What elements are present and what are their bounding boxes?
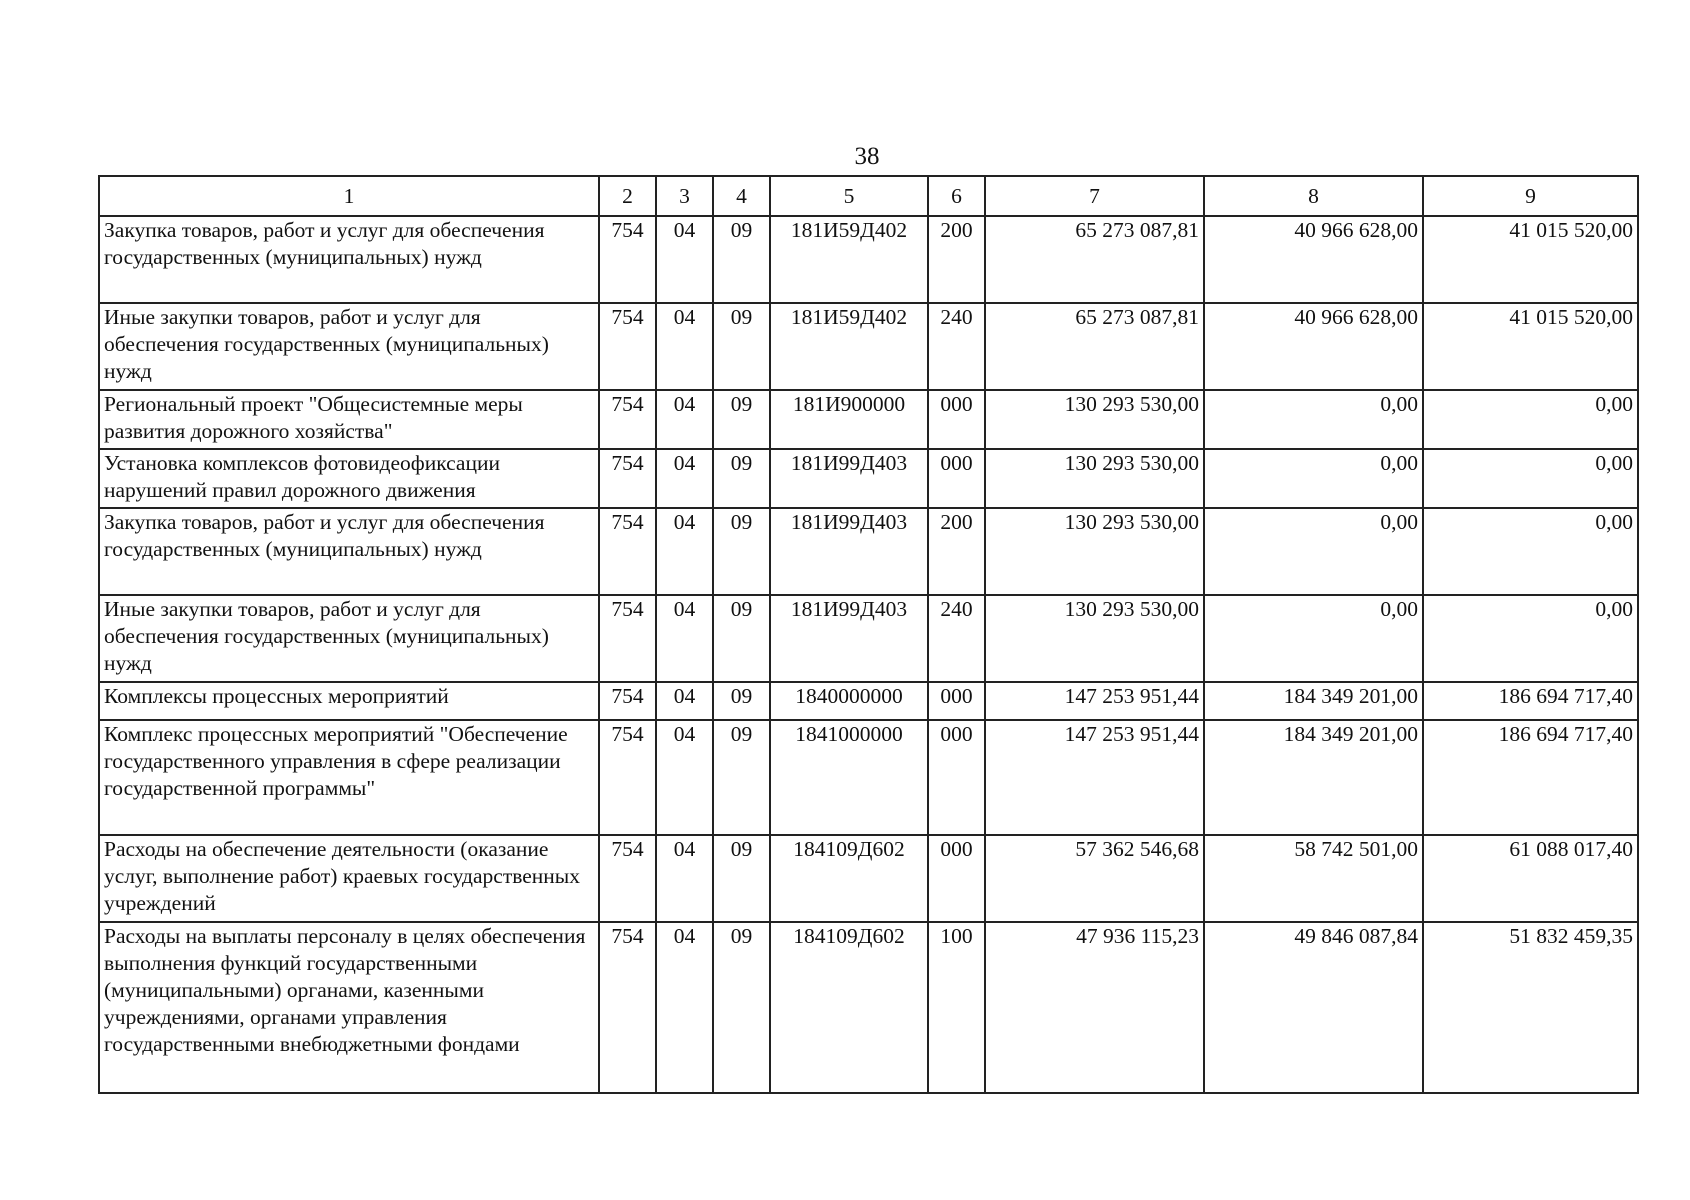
row-code-4: 09 [713, 216, 770, 303]
row-code-6: 000 [928, 720, 985, 835]
row-code-3: 04 [656, 216, 713, 303]
row-code-2: 754 [599, 216, 656, 303]
row-name: Комплексы процессных мероприятий [99, 682, 599, 720]
row-code-5: 184109Д602 [770, 922, 928, 1093]
row-amount-7: 130 293 530,00 [985, 508, 1204, 595]
row-code-2: 754 [599, 449, 656, 508]
row-code-5: 184109Д602 [770, 835, 928, 922]
row-name: Иные закупки товаров, работ и услуг для обеспечения государственных (муниципальных) нужд [99, 303, 599, 390]
row-code-6: 240 [928, 303, 985, 390]
row-code-6: 000 [928, 682, 985, 720]
column-header-2: 2 [599, 176, 656, 216]
row-code-4: 09 [713, 449, 770, 508]
row-amount-9: 0,00 [1423, 595, 1638, 682]
column-header-7: 7 [985, 176, 1204, 216]
row-amount-7: 65 273 087,81 [985, 303, 1204, 390]
row-code-3: 04 [656, 835, 713, 922]
row-code-2: 754 [599, 508, 656, 595]
row-code-4: 09 [713, 835, 770, 922]
table-row [99, 595, 1638, 682]
row-amount-7: 65 273 087,81 [985, 216, 1204, 303]
row-amount-7: 130 293 530,00 [985, 449, 1204, 508]
row-name: Расходы на выплаты персоналу в целях обеспечения выполнения функций государственными (муниципальными) органами, казенными учреждениями, органами управления государственными внебюджетными фондами [99, 922, 599, 1093]
row-code-3: 04 [656, 508, 713, 595]
row-amount-8: 58 742 501,00 [1204, 835, 1423, 922]
row-code-3: 04 [656, 390, 713, 449]
table-row [99, 303, 1638, 390]
row-amount-9: 51 832 459,35 [1423, 922, 1638, 1093]
row-name: Региональный проект "Общесистемные меры развития дорожного хозяйства" [99, 390, 599, 449]
row-amount-8: 49 846 087,84 [1204, 922, 1423, 1093]
row-code-6: 000 [928, 449, 985, 508]
table-row [99, 390, 1638, 449]
column-header-8: 8 [1204, 176, 1423, 216]
row-amount-8: 40 966 628,00 [1204, 303, 1423, 390]
table-row [99, 682, 1638, 720]
row-amount-8: 40 966 628,00 [1204, 216, 1423, 303]
row-code-2: 754 [599, 720, 656, 835]
row-code-6: 240 [928, 595, 985, 682]
row-code-4: 09 [713, 720, 770, 835]
row-amount-9: 0,00 [1423, 390, 1638, 449]
row-name: Расходы на обеспечение деятельности (оказание услуг, выполнение работ) краевых государственных учреждений [99, 835, 599, 922]
row-name: Закупка товаров, работ и услуг для обеспечения государственных (муниципальных) нужд [99, 508, 599, 595]
row-code-4: 09 [713, 508, 770, 595]
row-code-5: 1840000000 [770, 682, 928, 720]
row-amount-8: 184 349 201,00 [1204, 682, 1423, 720]
column-header-1: 1 [99, 176, 599, 216]
row-amount-7: 147 253 951,44 [985, 720, 1204, 835]
column-header-5: 5 [770, 176, 928, 216]
row-amount-8: 0,00 [1204, 595, 1423, 682]
row-amount-8: 0,00 [1204, 390, 1423, 449]
table-row [99, 449, 1638, 508]
row-code-4: 09 [713, 922, 770, 1093]
table-row [99, 835, 1638, 922]
row-code-3: 04 [656, 449, 713, 508]
row-code-2: 754 [599, 303, 656, 390]
row-code-5: 181И59Д402 [770, 216, 928, 303]
row-name: Иные закупки товаров, работ и услуг для обеспечения государственных (муниципальных) нужд [99, 595, 599, 682]
row-code-6: 000 [928, 390, 985, 449]
row-amount-7: 130 293 530,00 [985, 595, 1204, 682]
row-code-6: 200 [928, 216, 985, 303]
row-code-6: 100 [928, 922, 985, 1093]
page-number: 38 [854, 143, 880, 170]
row-amount-9: 0,00 [1423, 508, 1638, 595]
row-code-6: 200 [928, 508, 985, 595]
row-code-5: 1841000000 [770, 720, 928, 835]
row-amount-8: 184 349 201,00 [1204, 720, 1423, 835]
row-code-5: 181И59Д402 [770, 303, 928, 390]
row-code-5: 181И99Д403 [770, 595, 928, 682]
row-code-2: 754 [599, 595, 656, 682]
row-amount-9: 41 015 520,00 [1423, 216, 1638, 303]
row-amount-7: 147 253 951,44 [985, 682, 1204, 720]
row-code-5: 181И99Д403 [770, 508, 928, 595]
row-name: Установка комплексов фотовидеофиксации нарушений правил дорожного движения [99, 449, 599, 508]
column-header-4: 4 [713, 176, 770, 216]
row-code-2: 754 [599, 835, 656, 922]
row-code-2: 754 [599, 390, 656, 449]
row-amount-7: 47 936 115,23 [985, 922, 1204, 1093]
row-amount-9: 0,00 [1423, 449, 1638, 508]
table-row [99, 508, 1638, 595]
header-row [99, 176, 1638, 216]
row-code-2: 754 [599, 682, 656, 720]
row-code-3: 04 [656, 922, 713, 1093]
row-amount-7: 130 293 530,00 [985, 390, 1204, 449]
row-amount-9: 186 694 717,40 [1423, 720, 1638, 835]
column-header-6: 6 [928, 176, 985, 216]
row-amount-7: 57 362 546,68 [985, 835, 1204, 922]
column-header-3: 3 [656, 176, 713, 216]
row-code-3: 04 [656, 595, 713, 682]
row-code-3: 04 [656, 682, 713, 720]
row-code-3: 04 [656, 303, 713, 390]
row-code-5: 181И900000 [770, 390, 928, 449]
table-row [99, 720, 1638, 835]
row-code-6: 000 [928, 835, 985, 922]
row-code-4: 09 [713, 390, 770, 449]
row-code-3: 04 [656, 720, 713, 835]
row-amount-8: 0,00 [1204, 449, 1423, 508]
row-code-4: 09 [713, 595, 770, 682]
row-code-2: 754 [599, 922, 656, 1093]
row-amount-8: 0,00 [1204, 508, 1423, 595]
row-name: Комплекс процессных мероприятий "Обеспечение государственного управления в сфере реализации государственной программы" [99, 720, 599, 835]
table-row [99, 216, 1638, 303]
column-header-9: 9 [1423, 176, 1638, 216]
row-amount-9: 186 694 717,40 [1423, 682, 1638, 720]
row-code-5: 181И99Д403 [770, 449, 928, 508]
row-code-4: 09 [713, 303, 770, 390]
row-code-4: 09 [713, 682, 770, 720]
row-name: Закупка товаров, работ и услуг для обеспечения государственных (муниципальных) нужд [99, 216, 599, 303]
row-amount-9: 61 088 017,40 [1423, 835, 1638, 922]
table-row [99, 922, 1638, 1093]
row-amount-9: 41 015 520,00 [1423, 303, 1638, 390]
budget-table [98, 175, 1639, 1094]
